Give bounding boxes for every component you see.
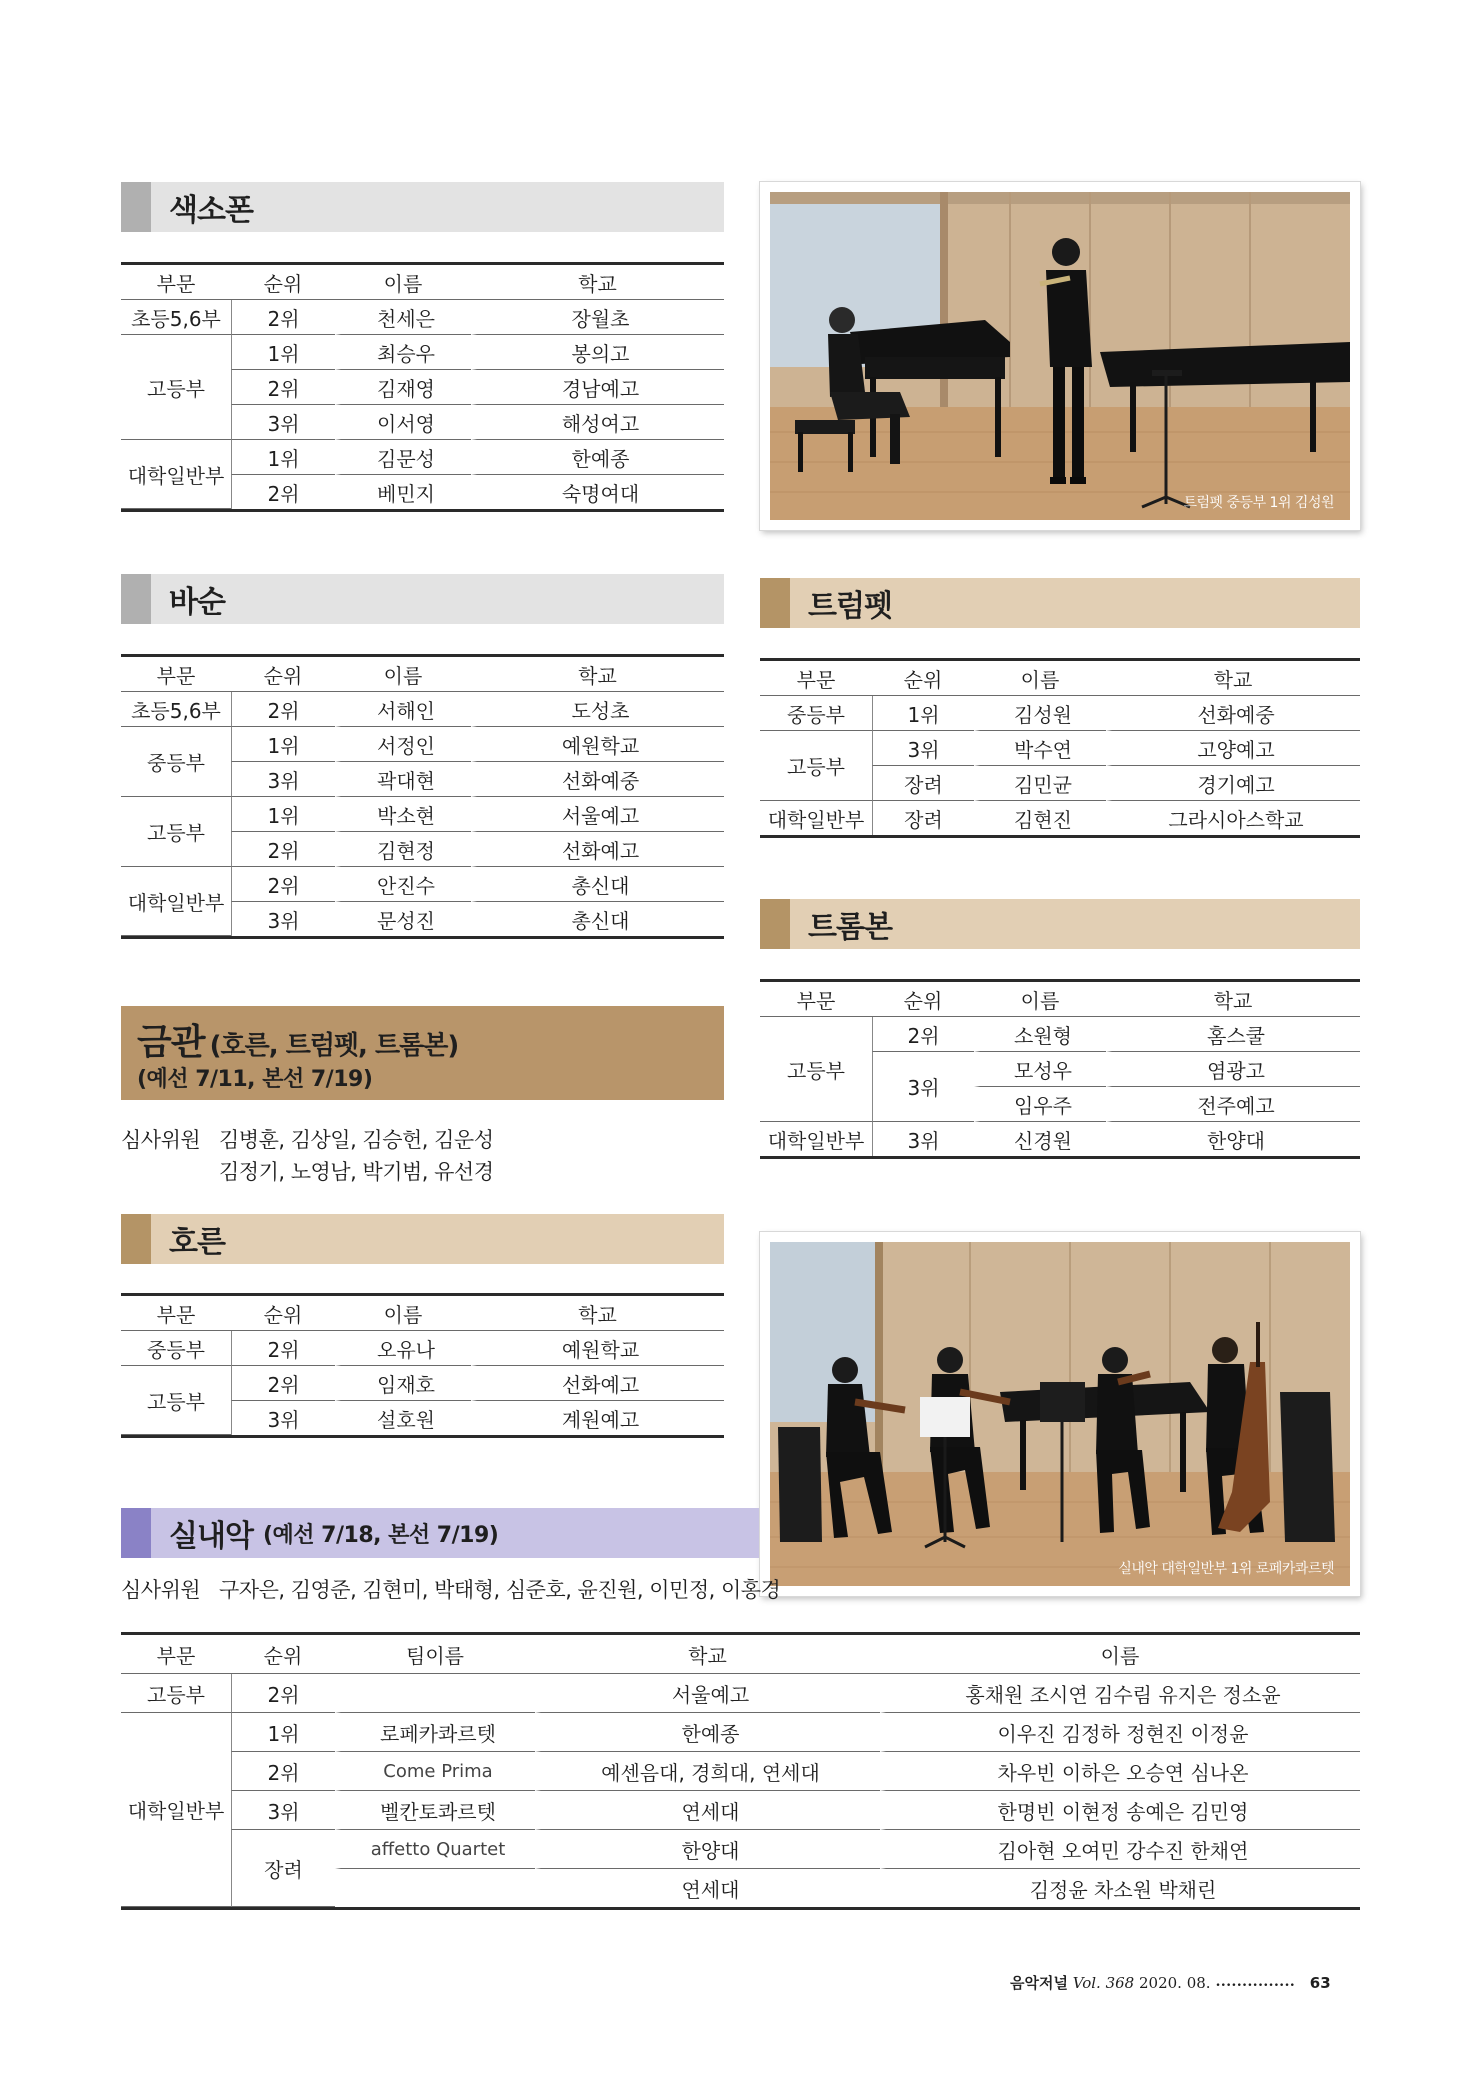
table-row: [121, 440, 724, 475]
chamber-title: 실내악: [169, 1519, 253, 1554]
col-rank: 순위: [872, 982, 974, 1017]
col-name: 이름: [335, 265, 471, 300]
team-cell: 로페카콰르텟: [335, 1713, 535, 1752]
header-accent-bar: [121, 574, 151, 624]
division-cell: 초등5,6부: [121, 692, 231, 727]
issue-date: 2020. 08.: [1138, 1974, 1211, 1992]
rank-cell: 3위: [872, 731, 974, 766]
division-cell: 중등부: [121, 727, 231, 797]
school-cell: 한양대: [1106, 1122, 1360, 1156]
magazine-name: 음악저널: [1010, 1974, 1068, 1992]
chamber-dates: (예선 7/18, 본선 7/19): [262, 1522, 499, 1548]
school-cell: 예원학교: [471, 1331, 724, 1366]
saxophone-table: [121, 262, 724, 512]
name-cell: 박수연: [974, 731, 1106, 766]
members-cell: 이우진 김정하 정현진 이정윤: [880, 1713, 1360, 1752]
brass-dates: (예선 7/11, 본선 7/19): [137, 1067, 373, 1092]
school-cell: 장월초: [471, 300, 724, 335]
rank-cell: 2위: [231, 475, 335, 509]
bassoon-table: [121, 654, 724, 939]
name-cell: 베민지: [335, 475, 471, 509]
members-cell: 홍채원 조시연 김수림 유지은 정소윤: [880, 1674, 1360, 1713]
division-cell: 고등부: [121, 797, 231, 867]
members-cell: 김아현 오여민 강수진 한채연: [880, 1830, 1360, 1869]
school-cell: 서울예고: [471, 797, 724, 832]
division-cell: 중등부: [121, 1331, 231, 1366]
school-cell: 염광고: [1106, 1052, 1360, 1087]
name-cell: 김성원: [974, 696, 1106, 731]
division-cell: 대학일반부: [121, 1713, 231, 1907]
rank-cell: 장려: [231, 1830, 335, 1907]
trumpet-header: [760, 578, 1360, 628]
header-accent-bar: [760, 578, 790, 628]
trombone-table: [760, 979, 1360, 1159]
name-cell: 최승우: [335, 335, 471, 370]
table-row: [121, 867, 724, 902]
brass-judges: [121, 1124, 493, 1188]
rank-cell: 3위: [231, 762, 335, 797]
school-cell: 숙명여대: [471, 475, 724, 509]
trombone-header: [760, 899, 1360, 949]
school-cell: 경남예고: [471, 370, 724, 405]
table-row: [121, 1830, 1360, 1869]
members-cell: 차우빈 이하은 오승연 심나온: [880, 1752, 1360, 1791]
team-cell: affetto Quartet: [335, 1830, 535, 1869]
table-row: [121, 335, 724, 370]
brass-subtitle: (호른, 트럼펫, 트롬본): [209, 1031, 459, 1061]
table-row: [121, 797, 724, 832]
rank-cell: 2위: [231, 832, 335, 867]
name-cell: 오유나: [335, 1331, 471, 1366]
table-row: [121, 692, 724, 727]
table-row: [760, 696, 1360, 731]
rank-cell: 1위: [872, 696, 974, 731]
judges-list: 김정기, 노영남, 박기범, 유선경: [219, 1160, 494, 1184]
rank-cell: 장려: [872, 801, 974, 835]
table-header-row: [760, 661, 1360, 696]
name-cell: 문성진: [335, 902, 471, 936]
name-cell: 박소현: [335, 797, 471, 832]
col-team: 팀이름: [335, 1635, 535, 1674]
table-header-row: [121, 1296, 724, 1331]
bassoon-title: 바순: [169, 585, 225, 620]
rank-cell: 1위: [231, 1713, 335, 1752]
table-row: [121, 1331, 724, 1366]
school-cell: 고양예고: [1106, 731, 1360, 766]
table-row: [121, 1713, 1360, 1752]
rank-cell: 2위: [231, 1752, 335, 1791]
header-accent-bar: [121, 1508, 151, 1558]
school-cell: 한예종: [535, 1713, 880, 1752]
chamber-header: [121, 1508, 759, 1558]
col-division: 부문: [121, 1296, 231, 1331]
table-row: [121, 727, 724, 762]
col-rank: 순위: [231, 657, 335, 692]
rank-cell: 3위: [231, 1791, 335, 1830]
school-cell: 서울예고: [535, 1674, 880, 1713]
brass-title: 금관: [137, 1022, 205, 1063]
col-school: 학교: [471, 1296, 724, 1331]
table-row: [760, 1122, 1360, 1156]
name-cell: 임재호: [335, 1366, 471, 1401]
judges-label: 심사위원: [121, 1578, 201, 1602]
name-cell: 서해인: [335, 692, 471, 727]
name-cell: 설호원: [335, 1401, 471, 1435]
school-cell: 연세대: [535, 1791, 880, 1830]
col-rank: 순위: [872, 661, 974, 696]
col-name: 이름: [974, 661, 1106, 696]
trumpet-table: [760, 658, 1360, 838]
team-cell: [335, 1674, 535, 1713]
volume: Vol. 368: [1072, 1974, 1135, 1992]
chamber-performance-image: [770, 1242, 1350, 1586]
header-accent-bar: [121, 182, 151, 232]
table-header-row: [121, 657, 724, 692]
members-cell: 한명빈 이현정 송예은 김민영: [880, 1791, 1360, 1830]
chamber-photo: [760, 1232, 1360, 1596]
school-cell: 계원예고: [471, 1401, 724, 1435]
school-cell: 예센음대, 경희대, 연세대: [535, 1752, 880, 1791]
school-cell: 홈스쿨: [1106, 1017, 1360, 1052]
col-name: 이름: [974, 982, 1106, 1017]
table-header-row: [121, 265, 724, 300]
division-cell: 대학일반부: [121, 440, 231, 509]
col-rank: 순위: [231, 265, 335, 300]
col-school: 학교: [471, 265, 724, 300]
col-division: 부문: [760, 982, 872, 1017]
table-row: [121, 1752, 1360, 1791]
rank-cell: 3위: [872, 1122, 974, 1156]
rank-cell: 2위: [231, 692, 335, 727]
rank-cell: 3위: [231, 405, 335, 440]
col-division: 부문: [121, 657, 231, 692]
team-cell: Come Prima: [335, 1752, 535, 1791]
horn-title: 호른: [169, 1225, 225, 1260]
school-cell: 선화예고: [471, 832, 724, 867]
name-cell: 김현정: [335, 832, 471, 867]
name-cell: 신경원: [974, 1122, 1106, 1156]
table-row: [121, 1674, 1360, 1713]
division-cell: 고등부: [121, 1674, 231, 1713]
rank-cell: 2위: [231, 300, 335, 335]
division-cell: 고등부: [760, 1017, 872, 1122]
name-cell: 소원형: [974, 1017, 1106, 1052]
rank-cell: 2위: [872, 1017, 974, 1052]
table-row: [121, 300, 724, 335]
rank-cell: 1위: [231, 440, 335, 475]
table-row: [760, 801, 1360, 835]
name-cell: 이서영: [335, 405, 471, 440]
rank-cell: 2위: [231, 1674, 335, 1713]
name-cell: 모성우: [974, 1052, 1106, 1087]
school-cell: 그라시아스학교: [1106, 801, 1360, 835]
table-row: [121, 1791, 1360, 1830]
school-cell: 총신대: [471, 902, 724, 936]
school-cell: 전주예고: [1106, 1087, 1360, 1122]
school-cell: 예원학교: [471, 727, 724, 762]
col-rank: 순위: [231, 1296, 335, 1331]
division-cell: 대학일반부: [767, 1128, 865, 1153]
table-header-row: [121, 1635, 1360, 1674]
rank-cell: 3위: [231, 1401, 335, 1435]
members-cell: 김정윤 차소원 박채린: [880, 1869, 1360, 1907]
col-school: 학교: [535, 1635, 880, 1674]
team-cell: [335, 1869, 535, 1907]
school-cell: 한양대: [535, 1830, 880, 1869]
page-number: 63: [1309, 1974, 1331, 1992]
judges-label: 심사위원: [121, 1128, 201, 1152]
rank-cell: 1위: [231, 335, 335, 370]
rank-cell: 2위: [231, 1366, 335, 1401]
name-cell: 서정인: [335, 727, 471, 762]
chamber-table: [121, 1632, 1360, 1910]
page-footer: [1010, 1972, 1331, 1993]
horn-header: [121, 1214, 724, 1264]
division-cell: 중등부: [760, 696, 872, 731]
header-accent-bar: [760, 899, 790, 949]
table-row: [760, 1017, 1360, 1052]
horn-table: [121, 1293, 724, 1438]
rank-cell: 2위: [231, 1331, 335, 1366]
name-cell: 곽대현: [335, 762, 471, 797]
rank-cell: 3위: [872, 1052, 974, 1122]
saxophone-title: 색소폰: [169, 193, 253, 228]
chamber-photo-caption: 실내악 대학일반부 1위 로페카콰르텟: [1118, 1561, 1334, 1577]
school-cell: 선화예중: [471, 762, 724, 797]
brass-section-header: [121, 1006, 724, 1100]
division-cell: 대학일반부: [767, 807, 865, 832]
name-cell: 천세은: [335, 300, 471, 335]
school-cell: 한예종: [471, 440, 724, 475]
table-row: [121, 1366, 724, 1401]
trumpet-title: 트럼펫: [808, 589, 892, 624]
rank-cell: 2위: [231, 370, 335, 405]
division-cell: 고등부: [121, 1366, 231, 1435]
school-cell: 연세대: [535, 1869, 880, 1907]
trumpet-performance-image: [770, 192, 1350, 520]
name-cell: 김문성: [335, 440, 471, 475]
trumpet-photo: [760, 182, 1360, 530]
col-name: 이름: [335, 1296, 471, 1331]
school-cell: 도성초: [471, 692, 724, 727]
col-school: 학교: [1106, 982, 1360, 1017]
name-cell: 김민균: [974, 766, 1106, 801]
school-cell: 선화예중: [1106, 696, 1360, 731]
school-cell: 경기예고: [1106, 766, 1360, 801]
col-division: 부문: [121, 1635, 231, 1674]
rank-cell: 1위: [231, 797, 335, 832]
school-cell: 총신대: [471, 867, 724, 902]
table-header-row: [760, 982, 1360, 1017]
rank-cell: 1위: [231, 727, 335, 762]
division-cell: 대학일반부: [121, 867, 231, 936]
col-members: 이름: [880, 1635, 1360, 1674]
col-school: 학교: [1106, 661, 1360, 696]
col-school: 학교: [471, 657, 724, 692]
col-division: 부문: [760, 661, 872, 696]
col-name: 이름: [335, 657, 471, 692]
name-cell: 김재영: [335, 370, 471, 405]
rank-cell: 장려: [872, 766, 974, 801]
chamber-judges: [121, 1574, 780, 1606]
col-rank: 순위: [231, 1635, 335, 1674]
division-cell: 고등부: [760, 731, 872, 801]
name-cell: 안진수: [335, 867, 471, 902]
rank-cell: 2위: [231, 867, 335, 902]
col-division: 부문: [121, 265, 231, 300]
saxophone-header: [121, 182, 724, 232]
school-cell: 선화예고: [471, 1366, 724, 1401]
table-row: [760, 731, 1360, 766]
rank-cell: 3위: [231, 902, 335, 936]
judges-list: 구자은, 김영준, 김현미, 박태형, 심준호, 윤진원, 이민정, 이홍경: [219, 1578, 781, 1602]
trumpet-photo-caption: 트럼펫 중등부 1위 김성원: [1183, 495, 1334, 511]
brass-title-line: [137, 1014, 458, 1065]
header-accent-bar: [121, 1214, 151, 1264]
judges-list: 김병훈, 김상일, 김승헌, 김운성: [219, 1128, 494, 1152]
footer-dots: •••••••••••••••: [1215, 1981, 1295, 1991]
team-cell: 벨칸토콰르텟: [335, 1791, 535, 1830]
name-cell: 임우주: [974, 1087, 1106, 1122]
bassoon-header: [121, 574, 724, 624]
division-cell: 초등5,6부: [121, 300, 231, 335]
school-cell: 해성여고: [471, 405, 724, 440]
trombone-title: 트롬본: [808, 910, 892, 945]
name-cell: 김현진: [974, 801, 1106, 835]
division-cell: 고등부: [121, 335, 231, 440]
school-cell: 봉의고: [471, 335, 724, 370]
